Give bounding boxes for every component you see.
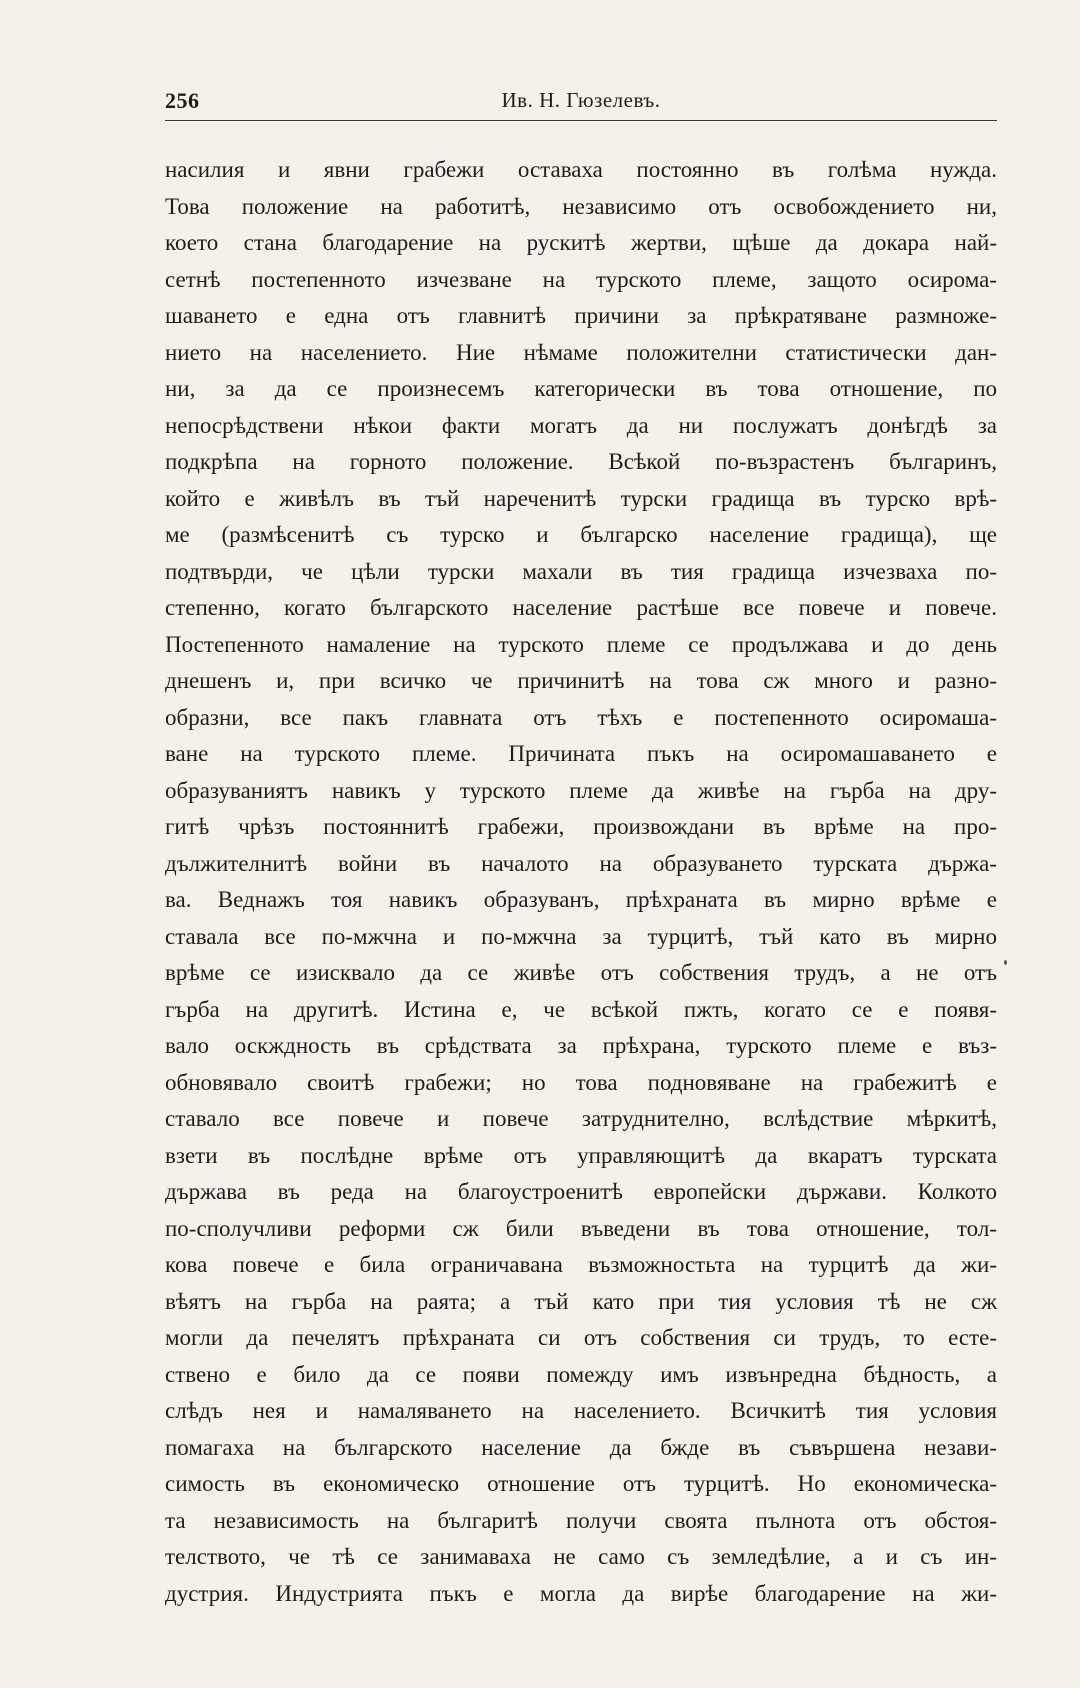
- text-line: телството, че тѣ се занимаваха не само съ земледѣлие, а и съ ин-: [165, 1544, 997, 1569]
- header-rule: [165, 120, 997, 121]
- text-line: непосрѣдствени нѣкои факти могатъ да ни послужатъ донѣгдѣ за: [165, 412, 997, 438]
- text-line: насилия и явни грабежи оставаха постоянно въ голѣма нужда.: [165, 157, 997, 182]
- running-head: Ив. Н. Гюзелевъ.: [501, 88, 661, 112]
- page-number: 256: [165, 88, 200, 113]
- text-line: шаването е една отъ главнитѣ причини за прѣкратяване размноже-: [165, 303, 997, 328]
- text-line: врѣме се изисквало да се живѣе отъ собствения трудъ, а не отъ: [165, 960, 997, 985]
- text-line: помагаха на българското население да бжде въ съвършена незави-: [165, 1434, 997, 1460]
- text-line: ме (размѣсенитѣ съ турско и българско население градища), ще: [165, 522, 997, 547]
- text-line: симость въ економическо отношение отъ турцитѣ. Но економическа-: [165, 1471, 997, 1496]
- text-line: обновявало своитѣ грабежи; но това подновяване на грабежитѣ е: [165, 1069, 997, 1095]
- text-line: ване на турското племе. Причината пъкъ на осиромашаването е: [165, 741, 997, 766]
- text-line: което стана благодарение на рускитѣ жертви, щѣше да докара най-: [165, 230, 997, 255]
- text-line: който е живѣлъ въ тъй нареченитѣ турски градища въ турско врѣ-: [165, 485, 997, 511]
- text-line: Постепенното намаление на турското племе се продължава и до день: [165, 631, 997, 657]
- body-text: [165, 152, 997, 1612]
- text-line: ствено е било да се появи помежду имъ извънредна бѣдность, а: [165, 1361, 997, 1387]
- text-line: взети въ послѣдне врѣме отъ управляющитѣ да вкаратъ турската: [165, 1142, 997, 1168]
- text-line: гърба на другитѣ. Истина е, че всѣкой пжть, когато се е появя-: [165, 996, 997, 1022]
- text-line: могли да печелятъ прѣхраната си отъ собствения си трудъ, то есте-: [165, 1325, 997, 1350]
- text-line: дължителнитѣ войни въ началото на образуването турската държа-: [165, 850, 997, 876]
- text-line: сетнѣ постепенното изчезване на турското племе, защото осирома-: [165, 266, 997, 292]
- text-line: образуваниятъ навикъ у турското племе да живѣе на гърба на дру-: [165, 777, 997, 803]
- text-line: вѣятъ на гърба на раята; а тъй като при тия условия тѣ не сж: [165, 1288, 997, 1314]
- text-line: ставало все повече и повече затруднително, вслѣдствие мѣркитѣ,: [165, 1106, 997, 1131]
- text-line: днешенъ и, при всичко че причинитѣ на това сж много и разно-: [165, 668, 997, 693]
- text-line: степенно, когато българското население растѣше все повече и повече.: [165, 595, 997, 620]
- page-header: [165, 82, 997, 118]
- text-line: държава въ реда на благоустроенитѣ европейски държави. Колкото: [165, 1179, 997, 1204]
- text-line: образни, все пакъ главната отъ тѣхъ е постепенното осиромаша-: [165, 704, 997, 730]
- text-line: ставала все по-мжчна и по-мжчна за турцитѣ, тъй като въ мирно: [165, 923, 997, 949]
- text-line: подкрѣпа на горното положение. Всѣкой по-възрастенъ българинъ,: [165, 449, 997, 474]
- text-line: Това положение на работитѣ, независимо отъ освобождението ни,: [165, 193, 997, 219]
- text-line: кова повече е била ограничавана възможностьта на турцитѣ да жи-: [165, 1252, 997, 1277]
- text-line: вало оскждность въ срѣдствата за прѣхрана, турското племе е въз-: [165, 1033, 997, 1058]
- text-line: та независимость на българитѣ получи своята пълнота отъ обстоя-: [165, 1507, 997, 1533]
- text-line: ва. Веднажъ тоя навикъ образуванъ, прѣхраната въ мирно врѣме е: [165, 887, 997, 912]
- text-line: нието на населението. Ние нѣмаме положителни статистически дан-: [165, 339, 997, 365]
- text-line: дустрия. Индустрията пъкъ е могла да вирѣе благодарение на жи-: [165, 1580, 997, 1606]
- margin-speck: [1004, 960, 1007, 965]
- text-line: слѣдъ нея и намаляването на населението. Всичкитѣ тия условия: [165, 1398, 997, 1423]
- text-line: подтвърди, че цѣли турски махали въ тия градища изчезваха по-: [165, 558, 997, 584]
- text-line: гитѣ чрѣзъ постояннитѣ грабежи, произвождани въ врѣме на про-: [165, 814, 997, 839]
- text-line: ни, за да се произнесемъ категорически въ това отношение, по: [165, 376, 997, 401]
- text-line: по-сполучливи реформи сж били въведени въ това отношение, тол-: [165, 1215, 997, 1241]
